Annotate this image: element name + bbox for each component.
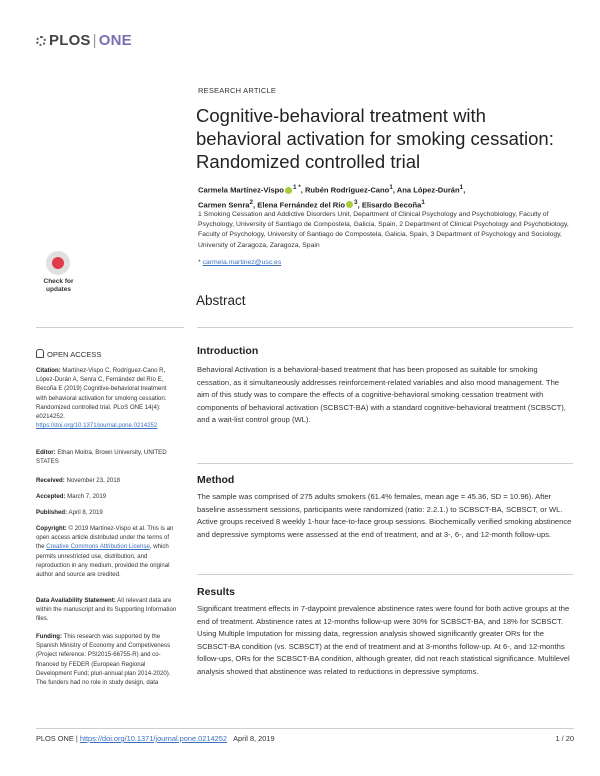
author-name: Carmen Senra — [198, 200, 250, 210]
footer-journal: PLOS ONE — [36, 734, 74, 743]
author-name: Rubén Rodríguez-Cano — [304, 185, 390, 195]
footer-doi-link[interactable]: https://doi.org/10.1371/journal.pone.0214252 — [79, 734, 227, 743]
article-title: Cognitive-behavioral treatment with behavioral activation for smoking cessation: Randomized controlled trial — [196, 105, 554, 172]
received-date: Received: November 23, 2018 — [36, 477, 121, 484]
author-name: Elena Fernández del Río — [257, 200, 346, 210]
author-name: Carmela Martínez-Vispo — [198, 185, 284, 195]
article-type: RESEARCH ARTICLE — [198, 86, 277, 95]
crossmark-icon — [46, 251, 70, 275]
editor-block: Editor: Ethan Moitra, Brown University, UNITED STATES — [36, 449, 167, 466]
section-heading-results: Results — [197, 586, 235, 598]
section-heading-introduction: Introduction — [197, 345, 259, 357]
section-divider — [197, 463, 573, 464]
badge-line1: Check for — [43, 278, 74, 285]
footer-divider — [36, 728, 574, 729]
email-link[interactable]: carmela.martinez@usc.es — [202, 259, 282, 266]
section-text-introduction: Behavioral Activation is a behavioral-based treatment that has been proposed as suitable for smoking cessation, as it simultaneously addresses reinforcement-related variables and also mood management. The aim of this study was to compare the effects of a cognitive-behavioral smoking cessation treatment with components of behavioral activation (SCBSCT-BA) with a standard cognitive-behavioral treatment (SCBSCT), and a wait-list control group (WL). — [197, 365, 566, 425]
author-affiliation: 1 — [389, 184, 393, 191]
orcid-icon[interactable] — [346, 201, 353, 208]
author-affiliation: 1 — [421, 198, 425, 206]
corresponding-email: * carmela.martinez@usc.es — [198, 259, 282, 266]
open-lock-icon — [36, 349, 44, 358]
section-heading-method: Method — [197, 474, 235, 486]
author-name: Elisardo Becoña — [361, 200, 422, 210]
section-divider — [197, 574, 573, 575]
accepted-date: Accepted: March 7, 2019 — [36, 493, 107, 500]
published-date: Published: April 8, 2019 — [36, 509, 103, 516]
funding-block: Funding: This research was supported by the Spanish Ministry of Economy and Competiveness (Project reference: PSI2015-66755-R) and co-financed by FEDER (European Regional Development Fund; pluri-annual plan 2014-2020). The funders had no role in study design, data — [36, 633, 171, 687]
page-footer: PLOS ONE | https://doi.org/10.1371/journal.pone.0214252 April 8, 2019 1 / 20 — [36, 734, 574, 743]
section-text-method: The sample was comprised of 275 adults smokers (61.4% females, mean age = 45.36, SD = 10.96). After baseline assessment sessions, participants were randomized (ratio: 2.2.1.) to SCBSCT-BA, SCBSCT, or WL. Active groups received 8 weekly 1-hour face-to-face group sessions. Biochemically verified smoking abstinence and depressive symptoms were assessed at the end of treatment, and at 3-, 6-, and 12-month follow-ups. — [197, 492, 572, 539]
abstract-heading: Abstract — [196, 293, 246, 308]
section-divider — [197, 327, 573, 328]
orcid-icon[interactable] — [285, 187, 292, 194]
citation-doi-link[interactable]: https://doi.org/10.1371/journal.pone.0214252 — [36, 422, 158, 430]
logo-one-text: ONE — [98, 32, 132, 49]
logo-plos-text: PLOS — [49, 32, 91, 49]
author-list: Carmela Martínez-Vispo $^{1 *}$, Rubén Rodríguez-Cano$^1$, Ana López-Durán$^1$, Carmen Senra$^2$, Elena Fernández del Río $^3$, Elisardo Becoña$^1$ — [198, 184, 466, 210]
author-affiliation: 1 * — [292, 184, 301, 191]
author-name: Ana López-Durán — [396, 185, 460, 195]
section-text-results: Significant treatment effects in 7-daypoint prevalence abstinence rates were found for both active groups at the end of treatment. Abstinence rates at 12-months follow-up were 30% for SCBSCT-BA, and 18% for SCBSCT. Using Multiple Imputation for missing data, regression analysis showed significantly greater ORs for the SCBSCT-BA condition (vs. SCBSCT) at the end of treatment and at 3-months follow-up. At 6-, and 12-months follow-ups, ORs for the SCBSCT-BA condition, although greater, did not reach statistical significance. Multilevel analysis showed that abstinence was related to reductions in depressive symptoms. — [197, 604, 570, 676]
check-for-updates-badge[interactable] — [36, 248, 81, 300]
author-affiliation: 1 — [459, 184, 464, 191]
license-link[interactable]: Creative Commons Attribution License — [46, 543, 150, 551]
copyright-block: Copyright: © 2019 Martínez-Vispo et al. This is an open access article distributed under the terms of the Creative Commons Attribution License, which permits unrestricted use, distribution, and reproduction in any medium, provided the original author and source are credited. — [36, 525, 174, 579]
data-availability-block: Data Availability Statement: All relevant data are within the manuscript and its Supporting Information files. — [36, 597, 177, 623]
sidebar-divider — [36, 327, 184, 328]
affiliations: 1 Smoking Cessation and Addictive Disorders Unit, Department of Clinical Psychology and Psychobiology, Faculty of Psychology, University of Santiago de Compostela, Galicia, Spain, 2 Department of Clinical Psychology and Psychobiology, Faculty of Psychology, University of Santiago de Compostela, Galicia, Spain, 3 Department of Psychology and Sociology, University of Zaragoza, Zaragoza, Spain — [198, 211, 569, 249]
plos-logo-icon — [36, 36, 46, 46]
author-affiliation: 3 — [354, 198, 358, 206]
badge-line2: updates — [46, 286, 71, 293]
journal-logo: PLOS | ONE — [36, 32, 132, 49]
footer-date: April 8, 2019 — [233, 734, 275, 743]
author-affiliation: 2 — [249, 198, 254, 206]
open-access-label: OPEN ACCESS — [36, 349, 101, 359]
page-number: 1 / 20 — [555, 734, 574, 743]
citation-block: Citation: Martínez-Vispo C, Rodríguez-Cano R, López-Durán A, Senra C, Fernández del Río E, Becoña E (2019) Cognitive-behavioral treatment with behavioral activation for smoking cessation: Randomized controlled trial. PLoS ONE 14(4): e0214252. https://doi.org/10.1371/journal.pone.0214252 — [36, 367, 167, 430]
